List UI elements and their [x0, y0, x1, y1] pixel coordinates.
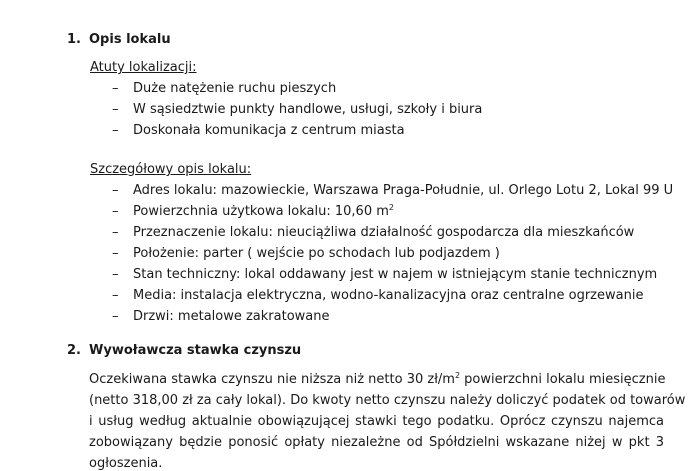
detailed-description-label: Szczegółowy opis lokalu: [90, 162, 252, 177]
list-item-area [133, 204, 394, 219]
bullet-dash: – [112, 123, 119, 138]
bullet-dash: – [112, 225, 119, 240]
bullet-dash: – [112, 102, 119, 117]
section-1-number: 1. [67, 32, 81, 47]
bullet-dash: – [112, 288, 119, 303]
section-2-number: 2. [67, 343, 81, 358]
bullet-dash: – [112, 204, 119, 219]
list-item: Stan techniczny: lokal oddawany jest w najem w istniejącym stanie technicznym [133, 267, 658, 282]
list-item: Adres lokalu: mazowieckie, Warszawa Praga-Południe, ul. Orlego Lotu 2, Lokal 99 U [133, 183, 674, 198]
list-item: Położenie: parter ( wejście po schodach lub podjazdem ) [133, 246, 500, 261]
rent-text-part2: powierzchni lokalu miesięcznie [460, 372, 666, 387]
bullet-dash: – [112, 246, 119, 261]
list-item: Drzwi: metalowe zakratowane [133, 309, 330, 324]
list-item: Doskonała komunikacja z centrum miasta [133, 123, 405, 138]
area-text: Powierzchnia użytkowa lokalu: 10,60 m [133, 204, 389, 219]
bullet-dash: – [112, 183, 119, 198]
section-1-title: Opis lokalu [89, 32, 171, 47]
paragraph-line: i usług według aktualnie obowiązującej stawki tego podatku. Oprócz czynszu najemca [89, 414, 664, 429]
rent-text-part1: Oczekiwana stawka czynszu nie niższa niż netto 30 zł/m [89, 372, 455, 387]
paragraph-line: zobowiązany będzie ponosić opłaty niezależne od Spółdzielni wskazane niżej w pkt 3 [89, 435, 664, 450]
paragraph-line: ogłoszenia. [89, 456, 163, 471]
bullet-dash: – [112, 309, 119, 324]
area-superscript: 2 [388, 203, 394, 212]
location-advantages-label: Atuty lokalizacji: [90, 60, 197, 75]
bullet-dash: – [112, 267, 119, 282]
list-item: Media: instalacja elektryczna, wodno-kanalizacyjna oraz centralne ogrzewanie [133, 288, 644, 303]
rent-superscript: 2 [454, 371, 461, 380]
list-item: Przeznaczenie lokalu: nieuciążliwa działalność gospodarcza dla mieszkańców [133, 225, 635, 240]
paragraph-line: (netto 318,00 zł za cały lokal). Do kwoty netto czynszu należy doliczyć podatek od towarów [89, 393, 686, 408]
list-item: Duże natężenie ruchu pieszych [133, 81, 337, 96]
list-item: W sąsiedztwie punkty handlowe, usługi, szkoły i biura [133, 102, 483, 117]
bullet-dash: – [112, 81, 119, 96]
section-2-title: Wywoławcza stawka czynszu [89, 343, 302, 358]
paragraph-line [89, 372, 664, 387]
